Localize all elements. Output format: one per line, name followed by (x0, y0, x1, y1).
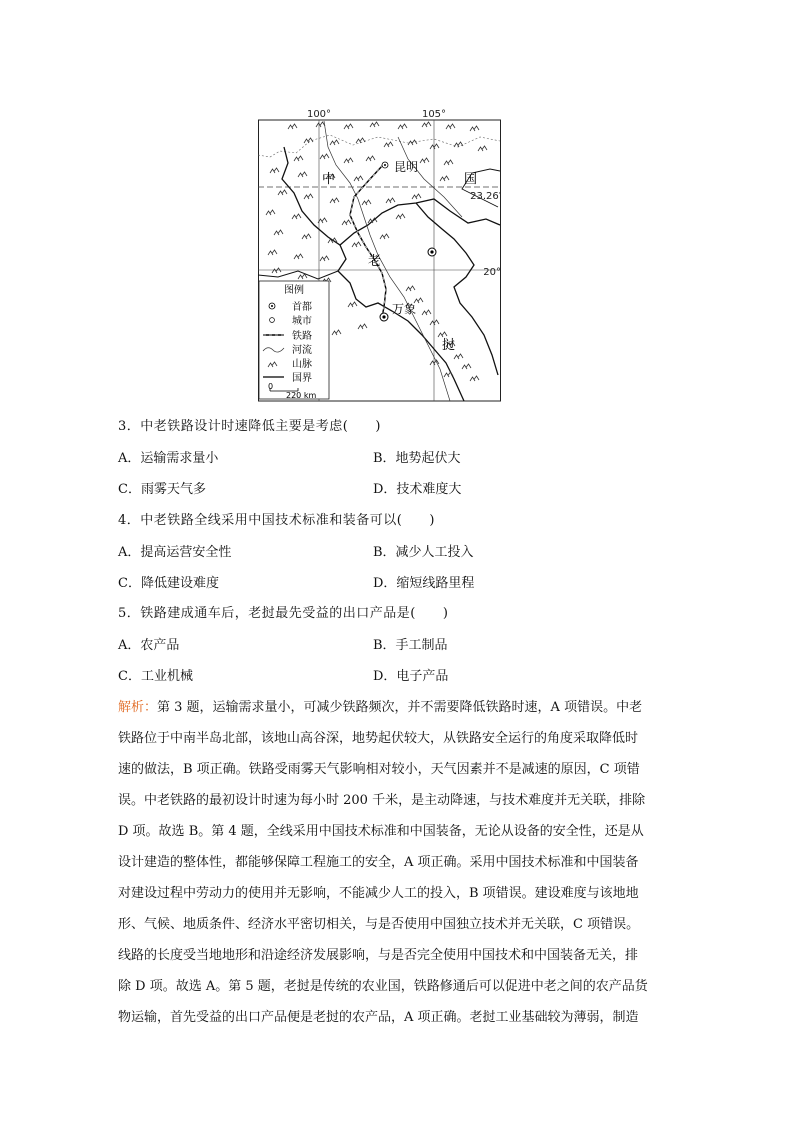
lat-label-tropic: 23.26′ (470, 191, 501, 202)
analysis-line-7: 对建设过程中劳动力的使用并无影响，不能减少人工的投入，B 项错误。建设难度与该地地 (118, 886, 639, 901)
legend-railway-label: 铁路 (292, 331, 312, 342)
question-4-option-b: B．减少人工投入 (373, 545, 474, 560)
legend-mountain-label: 山脉 (292, 359, 312, 370)
analysis-line-11: 物运输，首先受益的出口产品便是老挝的农产品，A 项正确。老挝工业基础较为薄弱，制造 (118, 1010, 639, 1025)
question-5-stem: 5．铁路建成通车后，老挝最先受益的出口产品是( ) (118, 606, 449, 621)
legend-city-icon (270, 318, 275, 323)
question-3-option-a: A．运输需求量小 (118, 451, 219, 466)
lon-label-100: 100° (306, 109, 332, 120)
legend-title: 图例 (284, 285, 304, 296)
question-3-stem: 3．中老铁路设计时速降低主要是考虑( ) (118, 419, 381, 434)
lat-label-20: 20° (483, 267, 501, 278)
question-3-option-c: C．雨雾天气多 (118, 482, 206, 497)
question-5-option-a: A．农产品 (118, 638, 180, 653)
legend-river-label: 河流 (292, 345, 312, 356)
label-laos-1: 老 (368, 254, 382, 269)
question-5-option-c: C．工业机械 (118, 669, 193, 684)
legend-capital-label: 首都 (292, 302, 312, 313)
analysis-line-8: 形、气候、地质条件、经济水平密切相关，与是否使用中国独立技术并无关联，C 项错误。 (118, 917, 640, 932)
question-4-option-a: A．提高运营安全性 (118, 545, 232, 560)
hanoi-symbol (428, 248, 436, 256)
analysis-line-3: 速的做法，B 项正确。铁路受雨雾天气影响相对较小，天气因素并不是减速的原因，C 项错 (118, 762, 640, 777)
analysis-line-1-text: 第 3 题，运输需求量小，可减少铁路频次，并不需要降低铁路时速，A 项错误。中老 (157, 700, 643, 715)
label-kunming: 昆明 (394, 160, 419, 174)
analysis-line-1 (118, 692, 678, 723)
analysis-line-2: 铁路位于中南半岛北部，该地山高谷深，地势起伏较大，从铁路安全运行的角度采取降低时 (118, 731, 639, 746)
analysis-line-6: 设计建造的整体性，都能够保障工程施工的安全，A 项正确。采用中国技术标准和中国装备 (118, 855, 639, 870)
question-5-option-d: D．电子产品 (373, 669, 449, 684)
lon-label-105: 105° (421, 109, 447, 120)
scale-zero: 0 (268, 382, 274, 391)
map-figure (258, 107, 502, 402)
question-4-option-d: D．缩短线路里程 (373, 576, 475, 591)
analysis-line-5: D 项。故选 B。第 4 题，全线采用中国技术标准和中国装备，无论从设备的安全性，还是从 (118, 824, 644, 839)
question-5-option-b: B．手工制品 (373, 638, 448, 653)
analysis-block (118, 692, 678, 1033)
question-3-option-b: B．地势起伏大 (373, 451, 461, 466)
analysis-line-4: 误。中老铁路的最初设计时速为每小时 200 千米，是主动降速，与技术难度并无关联，排除 (118, 793, 646, 808)
question-4-option-c: C．降低建设难度 (118, 576, 219, 591)
vientiane-symbol (380, 313, 388, 321)
analysis-line-10: 除 D 项。故选 A。第 5 题，老挝是传统的农业国，铁路修通后可以促进中老之间的农产品货 (118, 979, 648, 994)
label-china-1: 中 (322, 172, 336, 187)
analysis-tag: 解析： (118, 700, 158, 715)
legend-border-label: 国界 (292, 373, 312, 384)
question-4-stem: 4．中老铁路全线采用中国技术标准和装备可以( ) (118, 513, 435, 528)
scale-value: 220 km (286, 391, 317, 400)
map-legend (259, 281, 329, 400)
label-china-2: 国 (464, 172, 478, 187)
label-vientiane: 万象 (392, 302, 417, 316)
label-laos-2: 挝 (442, 338, 456, 353)
map-svg (258, 107, 502, 402)
legend-city-label: 城市 (292, 316, 312, 327)
analysis-line-9: 线路的长度受当地地形和沿途经济发展影响，与是否完全使用中国技术和中国装备无关，排 (118, 948, 639, 963)
question-3-option-d: D．技术难度大 (373, 482, 462, 497)
kunming-symbol (382, 162, 388, 168)
